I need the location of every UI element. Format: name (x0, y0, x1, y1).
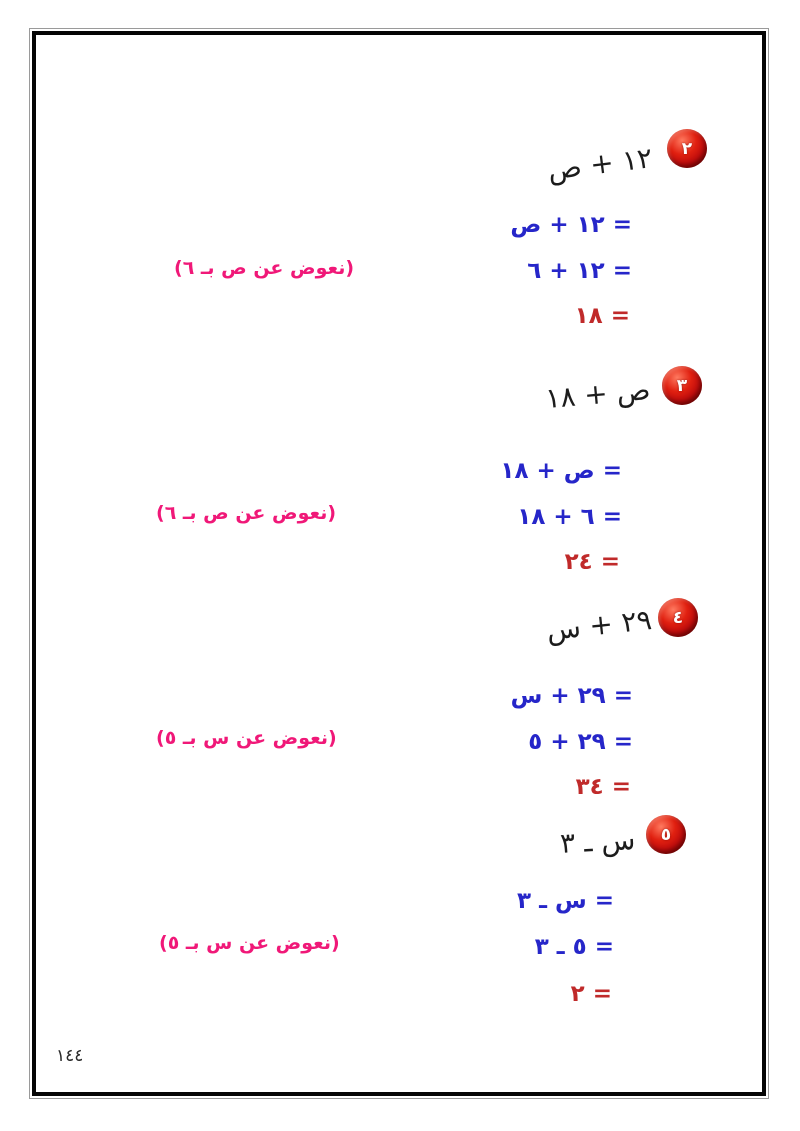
equation-step: = ٢٩ + ٥ (528, 729, 633, 755)
equation-answer: = ٢٤ (564, 549, 620, 575)
substitution-note: (نعوض عن ص بـ ٦) (156, 502, 337, 524)
page-border-inner (32, 31, 766, 1096)
equation-step: = ص + ١٨ (500, 458, 622, 484)
problem-number-badge: ٣ (662, 366, 702, 405)
equation-step: = ٢٩ + س (510, 683, 633, 709)
problem-expression-heading: س ـ ٣ (559, 823, 636, 860)
problem-expression-heading: ص + ١٨ (543, 373, 652, 416)
problem-number-badge: ٥ (646, 815, 686, 854)
substitution-note: (نعوض عن س بـ ٥) (156, 727, 337, 749)
page-border (29, 28, 769, 1099)
problem-number-badge: ٢ (667, 129, 707, 168)
problem-number-badge: ٤ (658, 598, 698, 637)
problem-expression-heading: ١٢ + ص (545, 141, 655, 187)
substitution-note: (نعوض عن س بـ ٥) (159, 932, 340, 954)
equation-step: = س ـ ٣ (517, 888, 614, 914)
equation-answer: = ٣٤ (575, 774, 631, 800)
equation-step: = ١٢ + ٦ (527, 258, 632, 284)
equation-answer: = ٢ (570, 981, 612, 1007)
equation-answer: = ١٨ (574, 303, 630, 329)
substitution-note: (نعوض عن ص بـ ٦) (174, 257, 355, 279)
equation-step: = ٥ ـ ٣ (534, 934, 614, 960)
equation-step: = ١٢ + ص (510, 212, 632, 238)
equation-step: = ٦ + ١٨ (517, 504, 622, 530)
problem-expression-heading: ٢٩ + س (545, 603, 654, 647)
page-number: ١٤٤ (56, 1046, 84, 1066)
